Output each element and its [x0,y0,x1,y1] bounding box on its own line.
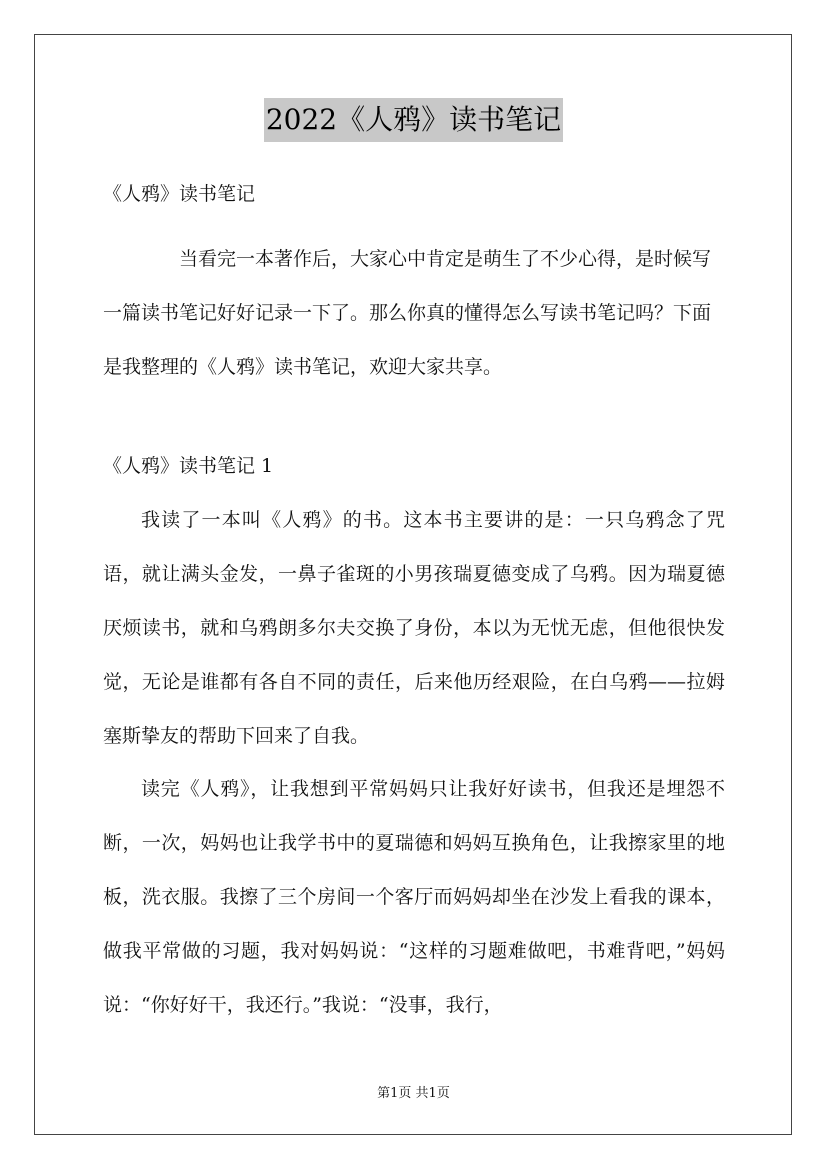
page-footer: 第1页 共1页 [377,1086,450,1101]
intro-paragraph: 当看完一本著作后，大家心中肯定是萌生了不少心得，是时候写一篇读书笔记好好记录一下了。那么你真的懂得怎么写读书笔记吗？下面是我整理的《人鸦》读书笔记，欢迎大家共享。 [103,248,712,378]
document-subtitle: 《人鸦》读书笔记 [103,183,256,205]
body-paragraph-2: 读完《人鸦》，让我想到平常妈妈只让我好好读书，但我还是埋怨不断，一次，妈妈也让我学书中的夏瑞德和妈妈互换角色，让我擦家里的地板，洗衣服。我擦了三个房间一个客厅而妈妈却坐在沙发上看我的课本，做我平常做的习题，我对妈妈说：“这样的习题难做吧，书难背吧，”妈妈说：“你好好干，我还行。”我说：“没事，我行， [103,778,725,1016]
body-paragraph-1: 我读了一本叫《人鸦》的书。这本书主要讲的是：一只乌鸦念了咒语，就让满头金发，一鼻子雀斑的小男孩瑞夏德变成了乌鸦。因为瑞夏德厌烦读书，就和乌鸦朗多尔夫交换了身份，本以为无忧无虑，但他很快发觉，无论是谁都有各自不同的责任，后来他历经艰险，在白乌鸦——拉姆塞斯挚友的帮助下回来了自我。 [103,509,725,747]
section-heading: 《人鸦》读书笔记 1 [103,455,274,477]
title-wrap [0,98,827,142]
document-title: 2022《人鸦》读书笔记 [264,98,563,142]
